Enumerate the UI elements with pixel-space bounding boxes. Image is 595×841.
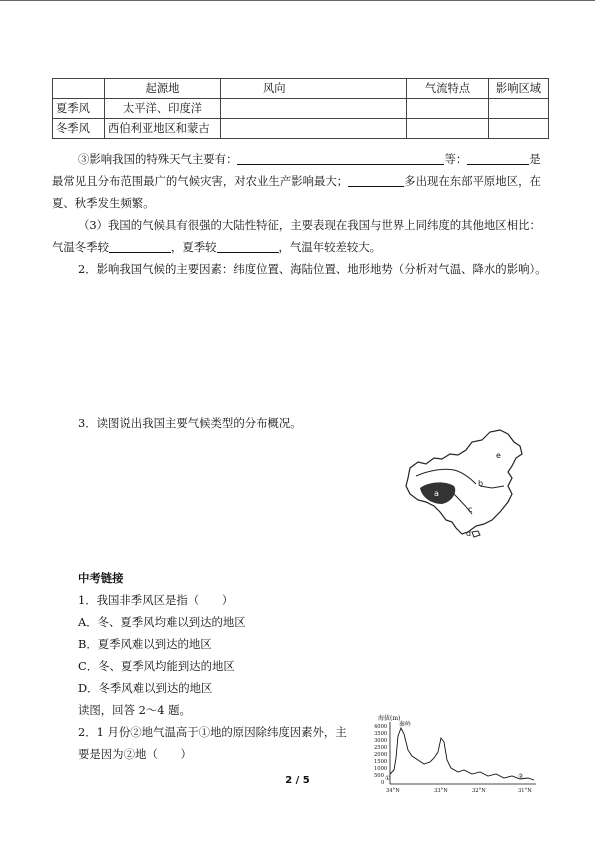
- peak-label: 秦岭: [399, 721, 412, 728]
- region-cell: [489, 99, 549, 119]
- xtick-label: 34°N: [386, 788, 400, 794]
- direction-cell: [221, 99, 407, 119]
- header-cell: 气流特点: [407, 79, 489, 99]
- season-cell: 夏季风: [53, 99, 105, 119]
- china-climate-map: [396, 428, 528, 540]
- ytick-label: 3500: [374, 731, 388, 737]
- option-a[interactable]: A．冬、夏季风均难以到达的地区: [78, 615, 246, 629]
- option-b[interactable]: B．夏季风难以到达的地区: [78, 637, 212, 651]
- xtick-label: 33°N: [434, 788, 448, 794]
- option-d[interactable]: D．冬季风难以到达的地区: [78, 681, 213, 695]
- xtick-label: 32°N: [472, 788, 486, 794]
- airflow-cell: [407, 99, 489, 119]
- direction-cell: [221, 119, 407, 139]
- read-instruction: 读图，回答 2～4 题。: [78, 703, 191, 717]
- continental-text: ，夏季较: [170, 240, 217, 254]
- factors-paragraph: 2．影响我国气候的主要因素：纬度位置、海陆位置、地形地势（分析对气温、降水的影响）。: [78, 262, 547, 276]
- ytick-label: 1500: [374, 759, 388, 765]
- hainan-island: [472, 531, 480, 537]
- map-label: b: [478, 479, 484, 488]
- region-boundary: [416, 469, 476, 484]
- region-cell: [489, 119, 549, 139]
- table-row: [53, 119, 549, 139]
- point-label: ①: [385, 775, 391, 782]
- map-label: e: [496, 451, 501, 460]
- point-label: ②: [518, 773, 524, 780]
- page-number: 2 / 5: [285, 775, 310, 786]
- answer-blank[interactable]: [217, 239, 279, 253]
- header-cell: [53, 79, 105, 99]
- ytick-label: 1000: [374, 766, 388, 772]
- ytick-label: 2500: [374, 745, 388, 751]
- map-label: a: [434, 489, 439, 498]
- question-1: 1．我国非季风区是指（ ）: [78, 593, 234, 607]
- continental-paragraph: [52, 214, 547, 258]
- map-label: c: [468, 505, 473, 514]
- table-header-row: [53, 79, 549, 99]
- answer-blank[interactable]: [348, 173, 404, 187]
- header-cell: 起源地: [105, 79, 221, 99]
- terrain-profile-line: [390, 728, 534, 780]
- option-c[interactable]: C．冬、夏季风均能到达的地区: [78, 659, 235, 673]
- table-row: [53, 99, 549, 119]
- question-2-line-2: 要是因为②地（ ）: [78, 747, 192, 761]
- special-weather-text: 等：: [444, 152, 468, 166]
- special-weather-text: 是最常见且分布范围最广的气候灾害，对农业生产影响最大；: [52, 152, 541, 188]
- answer-blank[interactable]: [467, 151, 529, 165]
- chart-ylabel: 海拔(m): [378, 715, 401, 722]
- exam-heading: 中考链接: [78, 571, 124, 585]
- ytick-label: 3000: [374, 738, 388, 744]
- origin-cell: 太平洋、印度洋: [105, 99, 221, 119]
- monsoon-table: [52, 78, 549, 139]
- xtick-label: 31°N: [518, 788, 532, 794]
- continental-text: ，气温年较差较大。: [278, 240, 382, 254]
- header-cell: 风向: [221, 79, 407, 99]
- ytick-label: 500: [374, 773, 384, 779]
- ytick-label: 2000: [374, 752, 388, 758]
- special-weather-text: ③影响我国的特殊天气主要有：: [78, 152, 238, 166]
- question-2-line-1: 2．1 月份②地气温高于①地的原因除纬度因素外，主: [78, 725, 347, 739]
- map-label: d: [466, 529, 472, 538]
- china-outline: [406, 430, 522, 534]
- page-top-rule: [0, 0, 595, 1]
- airflow-cell: [407, 119, 489, 139]
- read-map-paragraph: 3．读图说出我国主要气候类型的分布概况。: [78, 416, 302, 430]
- special-weather-text: 多出现在东部平原地区，在夏、秋季发生频繁。: [52, 174, 541, 210]
- ytick-label: 0: [381, 780, 385, 786]
- season-cell: 冬季风: [53, 119, 105, 139]
- region-boundary: [480, 486, 504, 488]
- answer-blank[interactable]: [237, 151, 444, 165]
- special-weather-paragraph: [52, 148, 547, 214]
- answer-blank[interactable]: [109, 239, 171, 253]
- origin-cell: 西伯利亚地区和蒙古: [105, 119, 221, 139]
- continental-text: （3）我国的气候具有很强的大陆性特征，主要表现在我国与世界上同纬度的其他地区相比：气温冬季较: [52, 218, 541, 254]
- monsoon-table-container: [52, 78, 547, 139]
- ytick-label: 4000: [374, 724, 388, 730]
- header-cell: 影响区域: [489, 79, 549, 99]
